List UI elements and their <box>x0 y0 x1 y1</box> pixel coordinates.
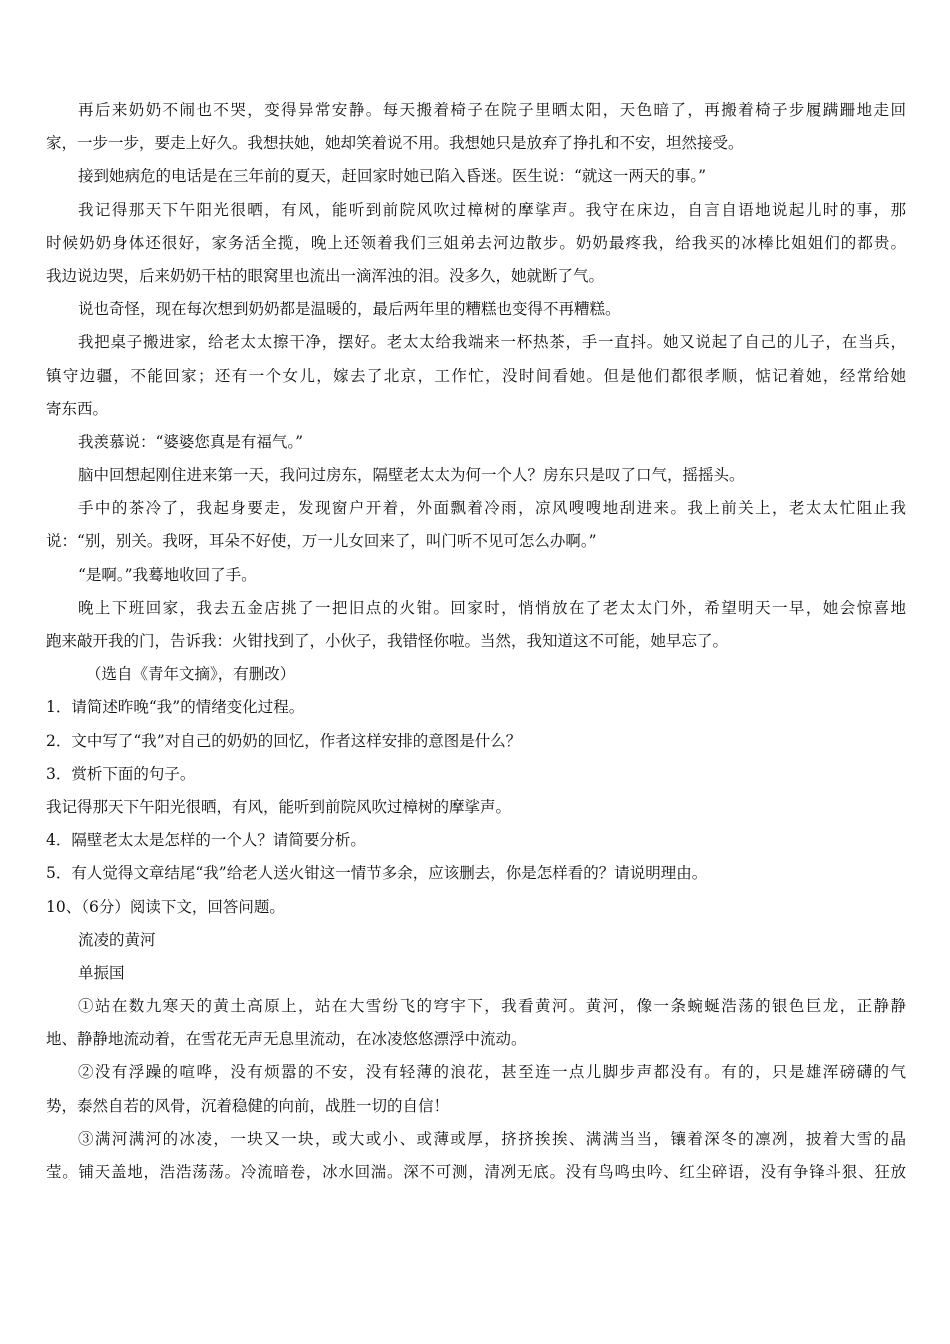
question-3: 3．赏析下面的句子。 <box>46 764 196 783</box>
paragraph-line: 时候奶奶身体还很好，家务活全揽，晚上还领着我们三姐弟去河边散步。奶奶最疼我，给我买的冰棒比姐姐们的都贵。 <box>46 233 906 252</box>
quoted-sentence: 我记得那天下午阳光很晒，有风，能听到前院风吹过樟树的摩挲声。 <box>46 797 512 816</box>
article-title: 流凌的黄河 <box>78 930 156 949</box>
paragraph-line: 势，泰然自若的风骨，沉着稳健的向前，战胜一切的自信！ <box>46 1096 450 1115</box>
paragraph-line: 我边说边哭，后来奶奶干枯的眼窝里也流出一滴浑浊的泪。没多久，她就断了气。 <box>46 266 605 285</box>
paragraph-line: 手中的茶冷了，我起身要走，发现窗户开着，外面飘着冷雨，凉风嗖嗖地刮进来。我上前关上，老太太忙阻止我 <box>78 499 906 518</box>
article-author: 单振国 <box>78 963 125 982</box>
paragraph-line: ②没有浮躁的喧哗，没有烦嚣的不安，没有轻薄的浪花，甚至连一点儿脚步声都没有。有的，只是雄浑磅礴的气 <box>78 1063 906 1082</box>
source-note: （选自《青年文摘》，有删改） <box>86 665 296 684</box>
paragraph-line: “是啊。”我蓦地收回了手。 <box>78 565 257 584</box>
paragraph-line: 再后来奶奶不闹也不哭，变得异常安静。每天搬着椅子在院子里晒太阳，天色暗了，再搬着椅子步履蹒跚地走回 <box>78 101 906 119</box>
paragraph-line: 寄东西。 <box>46 399 109 418</box>
paragraph-line: 说也奇怪，现在每次想到奶奶都是温暖的，最后两年里的糟糕也变得不再糟糕。 <box>78 300 621 319</box>
paragraph-line: 说：“别，别关。我呀，耳朵不好使，万一儿女回来了，叫门听不见可怎么办啊。” <box>46 532 597 551</box>
paragraph-line: 莹。铺天盖地，浩浩荡荡。冷流暗卷，冰水回湍。深不可测，清冽无底。没有鸟鸣虫吟、红尘碎语，没有争锋斗狠、狂放 <box>46 1163 906 1181</box>
paragraph-line: 地、静静地流动着，在雪花无声无息里流动，在冰凌悠悠漂浮中流动。 <box>46 1030 527 1049</box>
question-5: 5．有人觉得文章结尾“我”给老人送火钳这一情节多余，应该删去，你是怎样看的？请说明理由。 <box>46 864 708 883</box>
paragraph-line: 我把桌子搬进家，给老太太擦干净，摆好。老太太给我端来一杯热茶，手一直抖。她又说起了自己的儿子，在当兵， <box>78 333 906 352</box>
paragraph-line: 我羡慕说：“婆婆您真是有福气。” <box>78 432 304 451</box>
section-heading: 10、（6分）阅读下文，回答问题。 <box>46 897 285 916</box>
paragraph-line: 脑中回想起刚住进来第一天，我问过房东，隔壁老太太为何一个人？房东只是叹了口气，摇摇头。 <box>78 466 745 485</box>
paragraph-line: 接到她病危的电话是在三年前的夏天，赶回家时她已陷入昏迷。医生说：“就这一两天的事。” <box>78 167 707 186</box>
question-4: 4．隔壁老太太是怎样的一个人？请简要分析。 <box>46 831 366 850</box>
question-1: 1．请简述昨晚“我”的情绪变化过程。 <box>46 698 305 717</box>
document-page <box>46 94 906 1189</box>
question-2: 2．文中写了“我”对自己的奶奶的回忆，作者这样安排的意图是什么？ <box>46 731 522 750</box>
paragraph-line: 家，一步一步，要走上好久。我想扶她，她却笑着说不用。我想她只是放弃了挣扎和不安，坦然接受。 <box>46 134 744 153</box>
paragraph-line: ③满河满河的冰凌，一块又一块，或大或小、或薄或厚，挤挤挨挨、满满当当，镶着深冬的凛冽，披着大雪的晶 <box>78 1129 906 1148</box>
paragraph-line: 晚上下班回家，我去五金店挑了一把旧点的火钳。回家时，悄悄放在了老太太门外，希望明天一早，她会惊喜地 <box>78 598 906 617</box>
paragraph-line: 我记得那天下午阳光很晒，有风，能听到前院风吹过樟树的摩挲声。我守在床边，自言自语地说起儿时的事，那 <box>78 200 906 219</box>
paragraph-line: ①站在数九寒天的黄土高原上，站在大雪纷飞的穹宇下，我看黄河。黄河，像一条蜿蜒浩荡的银色巨龙，正静静 <box>78 997 906 1016</box>
paragraph-line: 跑来敲开我的门，告诉我：火钳找到了，小伙子，我错怪你啦。当然，我知道这不可能，她早忘了。 <box>46 632 729 650</box>
paragraph-line: 镇守边疆，不能回家；还有一个女儿，嫁去了北京，工作忙，没时间看她。但是他们都很孝顺，惦记着她，经常给她 <box>46 366 906 385</box>
